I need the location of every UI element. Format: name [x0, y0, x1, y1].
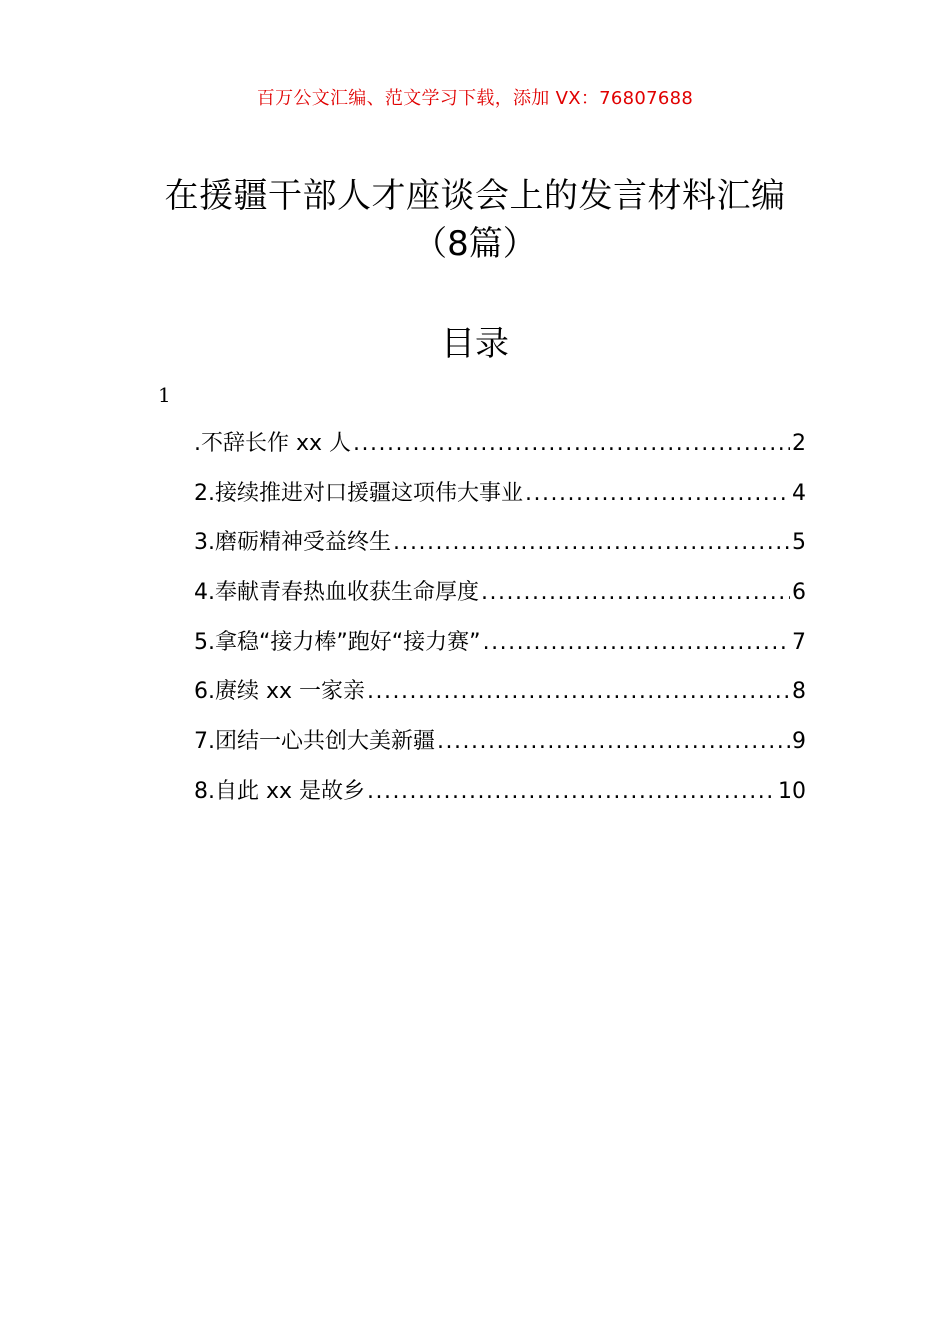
toc-dot-leader [367, 676, 790, 708]
toc-entry[interactable] [194, 527, 806, 577]
toc-dot-leader [483, 627, 790, 659]
toc-entry[interactable] [194, 577, 806, 627]
toc-entry[interactable] [194, 776, 806, 826]
toc-entry[interactable] [194, 676, 806, 726]
toc-entry-title: 3.磨砺精神受益终生 [194, 530, 391, 556]
toc-heading: 目录 [441, 324, 509, 364]
toc-entry-page: 10 [778, 778, 806, 804]
page-marker: 1 [158, 383, 171, 407]
toc-dot-leader [393, 527, 790, 559]
toc-entry-page: 9 [792, 729, 806, 755]
toc-entry-page: 4 [792, 480, 806, 506]
toc-entry-page: 8 [792, 679, 806, 705]
toc-entry-title: 2.接续推进对口援疆这项伟大事业 [194, 480, 523, 506]
table-of-contents [194, 428, 806, 826]
toc-entry-page: 5 [792, 530, 806, 556]
toc-dot-leader [367, 776, 776, 808]
toc-dot-leader [353, 428, 790, 460]
toc-dot-leader [525, 478, 790, 510]
toc-entry-title: 6.赓续 xx 一家亲 [194, 679, 366, 705]
header-note: 百万公文汇编、范文学习下载，添加 VX：76807688 [256, 88, 694, 109]
toc-entry[interactable] [194, 627, 806, 677]
document-title: 在援疆干部人才座谈会上的发言材料汇编 [164, 176, 786, 216]
toc-entry-title: 7.团结一心共创大美新疆 [194, 729, 435, 755]
toc-entry[interactable] [194, 428, 806, 478]
toc-entry-title: 5.拿稳“接力棒”跑好“接力赛” [194, 629, 481, 655]
toc-entry-page: 6 [792, 580, 806, 606]
toc-dot-leader [437, 726, 790, 758]
toc-dot-leader [481, 577, 790, 609]
toc-entry-title: 8.自此 xx 是故乡 [194, 778, 366, 804]
toc-entry-title: .不辞长作 xx 人 [194, 431, 352, 456]
document-subtitle: （8篇） [413, 224, 537, 264]
toc-entry-page: 2 [792, 431, 806, 456]
toc-entry-page: 7 [792, 629, 806, 655]
toc-entry[interactable] [194, 726, 806, 776]
toc-entry-title: 4.奉献青春热血收获生命厚度 [194, 580, 479, 606]
toc-entry[interactable] [194, 478, 806, 528]
